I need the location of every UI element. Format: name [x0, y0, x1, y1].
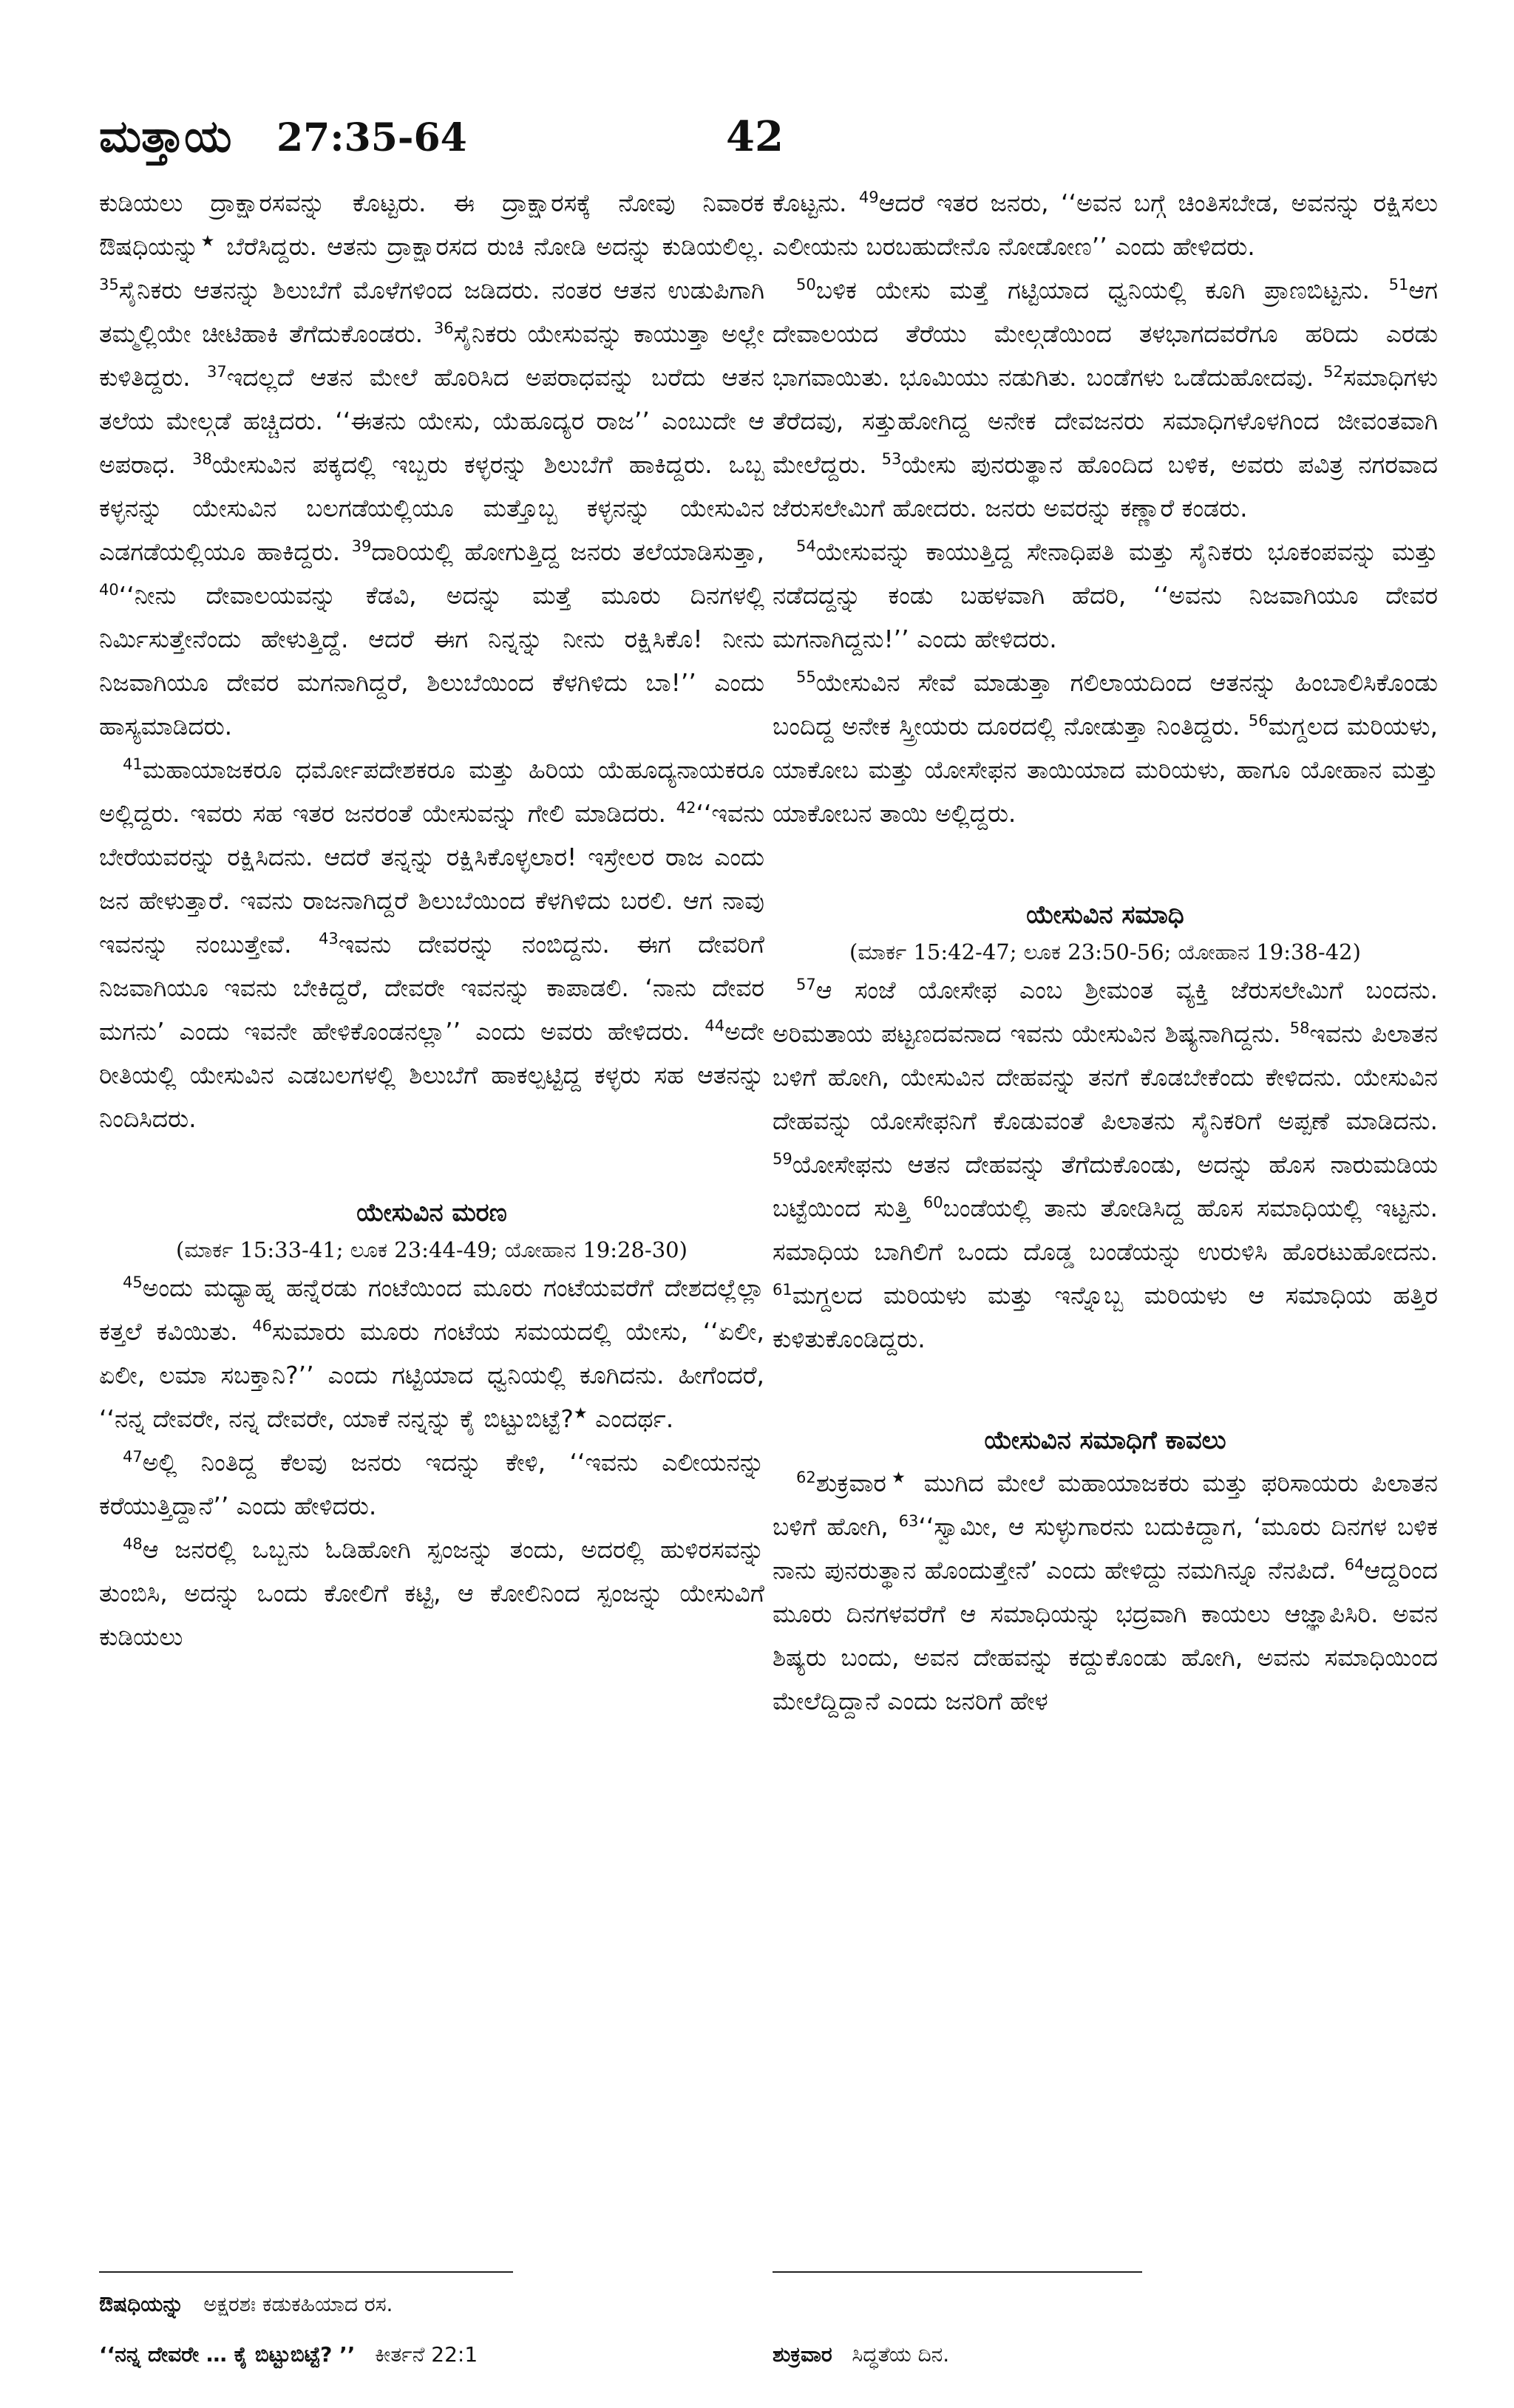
- verse-number: 63: [898, 1512, 919, 1530]
- paragraph: [773, 181, 1438, 268]
- verse-number: 40: [99, 581, 119, 599]
- footnote-text: ಅಕ್ಷರಶಃ ಕಡುಕಹಿಯಾದ ರಸ.: [203, 2292, 393, 2316]
- footnote-text: ಕೀರ್ತನೆ 22:1: [375, 2342, 478, 2367]
- book-name: ಮತ್ತಾಯ: [99, 111, 232, 163]
- verse-text: ಇವನು ದೇವರನ್ನು ನಂಬಿದ್ದನು. ಈಗ ದೇವರಿಗೆ ನಿಜವಾಗಿಯೂ ಇವನು ಬೇಕಿದ್ದರೆ, ದೇವರೇ ಇವನನ್ನು ಕಾಪಾಡಲಿ. ‘ನಾನು ದೇವರ ಮಗನು’ ಎಂದು ಇವನೇ ಹೇಳಿಕೊಂಡನಲ್ಲಾ’’ ಎಂದು ಅವರು ಹೇಳಿದರು.: [99, 930, 764, 1046]
- verse-number: 39: [351, 537, 372, 555]
- verse-number: 43: [318, 930, 339, 948]
- verse-text: ಸೈನಿಕರು ಆತನನ್ನು ಶಿಲುಬೆಗೆ ಮೊಳೆಗಳಿಂದ ಜಡಿದರು. ನಂತರ ಆತನ ಉಡುಪಿಗಾಗಿ ತಮ್ಮಲ್ಲಿಯೇ ಚೀಟಿಹಾಕಿ ತೆಗೆದುಕೊಂಡರು.: [99, 276, 764, 348]
- verse-number: 58: [1289, 1019, 1310, 1037]
- paragraph: [99, 181, 764, 748]
- verse-number: 60: [923, 1194, 943, 1211]
- verse-number: 47: [123, 1448, 143, 1466]
- verse-text: ಕುಡಿಯಲು ದ್ರಾಕ್ಷಾರಸವನ್ನು ಕೊಟ್ಟರು. ಈ ದ್ರಾಕ್ಷಾರಸಕ್ಕೆ ನೋವು ನಿವಾರಕ ಔಷಧಿಯನ್ನು: [99, 188, 764, 261]
- verse-number: 49: [858, 188, 879, 206]
- section-heading: ಯೇಸುವಿನ ಮರಣ: [356, 1198, 507, 1228]
- verse-text: ಎಂದರ್ಥ.: [587, 1404, 674, 1433]
- verse-text: ಯೇಸು ಪುನರುತ್ಥಾನ ಹೊಂದಿದ ಬಳಿಕ, ಅವರು ಪವಿತ್ರ ನಗರವಾದ ಜೆರುಸಲೇಮಿಗೆ ಹೋದರು. ಜನರು ಅವರನ್ನು ಕಣ್ಣಾರೆ ಕಂಡರು.: [773, 450, 1438, 523]
- cross-reference: (ಮಾರ್ಕ 15:33-41; ಲೂಕ 23:44-49; ಯೋಹಾನ 19:28-30): [176, 1237, 688, 1262]
- footnote-text: ಸಿದ್ಧತೆಯ ದಿನ.: [852, 2342, 950, 2367]
- verse-text: ಆದ್ದರಿಂದ ಮೂರು ದಿನಗಳವರೆಗೆ ಆ ಸಮಾಧಿಯನ್ನು ಭದ್ರವಾಗಿ ಕಾಯಲು ಆಜ್ಞಾಪಿಸಿರಿ. ಅವನ ಶಿಷ್ಯರು ಬಂದು, ಅವನ ದೇಹವನ್ನು ಕದ್ದುಕೊಂಡು ಹೋಗಿ, ಅವನು ಸಮಾಧಿಯಿಂದ ಮೇಲೆದ್ದಿದ್ದಾನೆ ಎಂದು ಜನರಿಗೆ ಹೇಳ: [773, 1556, 1438, 1715]
- verse-text: ಅಲ್ಲಿ ನಿಂತಿದ್ದ ಕೆಲವು ಜನರು ಇದನ್ನು ಕೇಳಿ, ‘‘ಇವನು ಎಲೀಯನನ್ನು ಕರೆಯುತ್ತಿದ್ದಾನೆ’’ ಎಂದು ಹೇಳಿದರು.: [99, 1448, 764, 1520]
- verse-text: ಅಂದು ಮಧ್ಯಾಹ್ನ ಹನ್ನೆರಡು ಗಂಟೆಯಿಂದ ಮೂರು ಗಂಟೆಯವರೆಗೆ ದೇಶದಲ್ಲೆಲ್ಲಾ ಕತ್ತಲೆ ಕವಿಯಿತು.: [99, 1273, 764, 1346]
- verse-text: ಆದರೆ ಇತರ ಜನರು, ‘‘ಅವನ ಬಗ್ಗೆ ಚಿಂತಿಸಬೇಡ, ಅವನನ್ನು ರಕ್ಷಿಸಲು ಎಲೀಯನು ಬರಬಹುದೇನೊ ನೋಡೋಣ’’ ಎಂದು ಹೇಳಿದರು.: [773, 188, 1438, 261]
- verse-text: ಬೆರೆಸಿದ್ದರು. ಆತನು ದ್ರಾಕ್ಷಾರಸದ ರುಚಿ ನೋಡಿ ಅದನ್ನು ಕುಡಿಯಲಿಲ್ಲ.: [217, 232, 764, 261]
- verse-text: ಅದೇ ರೀತಿಯಲ್ಲಿ ಯೇಸುವಿನ ಎಡಬಲಗಳಲ್ಲಿ ಶಿಲುಬೆಗೆ ಹಾಕಲ್ಪಟ್ಟಿದ್ದ ಕಳ್ಳರು ಸಹ ಆತನನ್ನು ನಿಂದಿಸಿದರು.: [99, 1017, 764, 1133]
- verse-number: 61: [773, 1281, 792, 1299]
- verse-text: ಆ ಜನರಲ್ಲಿ ಒಬ್ಬನು ಓಡಿಹೋಗಿ ಸ್ಪಂಜನ್ನು ತಂದು, ಅದರಲ್ಲಿ ಹುಳಿರಸವನ್ನು ತುಂಬಿಸಿ, ಅದನ್ನು ಒಂದು ಕೋಲಿಗೆ ಕಟ್ಟಿ, ಆ ಕೋಲಿನಿಂದ ಸ್ಪಂಜನ್ನು ಯೇಸುವಿಗೆ ಕುಡಿಯಲು: [99, 1535, 764, 1651]
- paragraph: [99, 1266, 764, 1441]
- left-column: [99, 181, 764, 1659]
- verse-number: 59: [773, 1150, 792, 1168]
- paragraph: [773, 661, 1438, 835]
- verse-number: 35: [99, 276, 119, 293]
- verse-text: ‘‘ಸ್ವಾಮೀ, ಆ ಸುಳ್ಳುಗಾರನು ಬದುಕಿದ್ದಾಗ, ‘ಮೂರು ದಿನಗಳ ಬಳಿಕ ನಾನು ಪುನರುತ್ಥಾನ ಹೊಂದುತ್ತೇನೆ’ ಎಂದು ಹೇಳಿದ್ದು ನಮಗಿನ್ನೂ ನೆನಪಿದೆ.: [773, 1512, 1438, 1585]
- verse-text: ಆಗ ದೇವಾಲಯದ ತೆರೆಯು ಮೇಲ್ಗಡೆಯಿಂದ ತಳಭಾಗದವರೆಗೂ ಹರಿದು ಎರಡು ಭಾಗವಾಯಿತು. ಭೂಮಿಯು ನಡುಗಿತು. ಬಂಡೆಗಳು ಒಡೆದುಹೋದವು.: [773, 276, 1438, 392]
- footnote-star-icon: ★: [573, 1404, 588, 1422]
- footnote-divider-right: [773, 2271, 1142, 2273]
- verse-text: ಮಗ್ದಲದ ಮರಿಯಳು, ಯಾಕೋಬ ಮತ್ತು ಯೋಸೇಫನ ತಾಯಿಯಾದ ಮರಿಯಳು, ಹಾಗೂ ಯೋಹಾನ ಮತ್ತು ಯಾಕೋಬನ ತಾಯಿ ಅಲ್ಲಿದ್ದರು.: [773, 712, 1439, 828]
- verse-text: ಯೋಸೇಫನು ಆತನ ದೇಹವನ್ನು ತೆಗೆದುಕೊಂಡು, ಅದನ್ನು ಹೊಸ ನಾರುಮಡಿಯ ಬಟ್ಟೆಯಿಂದ ಸುತ್ತಿ: [773, 1150, 1438, 1222]
- verse-number: 45: [123, 1273, 143, 1291]
- verse-number: 55: [796, 668, 816, 686]
- verse-number: 48: [123, 1535, 143, 1553]
- verse-number: 37: [206, 363, 227, 381]
- paragraph: [99, 1441, 764, 1528]
- verse-text: ‘‘ನೀನು ದೇವಾಲಯವನ್ನು ಕೆಡವಿ, ಅದನ್ನು ಮತ್ತೆ ಮೂರು ದಿನಗಳಲ್ಲಿ ನಿರ್ಮಿಸುತ್ತೇನೆಂದು ಹೇಳುತ್ತಿದ್ದೆ. ಆದರೆ ಈಗ ನಿನ್ನನ್ನು ನೀನು ರಕ್ಷಿಸಿಕೊ! ನೀನು ನಿಜವಾಗಿಯೂ ದೇವರ ಮಗನಾಗಿದ್ದರೆ, ಶಿಲುಬೆಯಿಂದ ಕೆಳಗಿಳಿದು ಬಾ!’’ ಎಂದು ಹಾಸ್ಯಮಾಡಿದರು.: [99, 581, 764, 741]
- verse-text: ಇವನು ಪಿಲಾತನ ಬಳಿಗೆ ಹೋಗಿ, ಯೇಸುವಿನ ದೇಹವನ್ನು ತನಗೆ ಕೊಡಬೇಕೆಂದು ಕೇಳಿದನು. ಯೇಸುವಿನ ದೇಹವನ್ನು ಯೋಸೇಫನಿಗೆ ಕೊಡುವಂತೆ ಪಿಲಾತನು ಸೈನಿಕರಿಗೆ ಅಪ್ಪಣೆ ಮಾಡಿದನು.: [773, 1019, 1438, 1135]
- running-head: [99, 111, 784, 177]
- verse-number: 52: [1323, 363, 1343, 381]
- verse-text: ಯೇಸುವನ್ನು ಕಾಯುತ್ತಿದ್ದ ಸೇನಾಧಿಪತಿ ಮತ್ತು ಸೈನಿಕರು ಭೂಕಂಪವನ್ನು ಮತ್ತು ನಡೆದದ್ದನ್ನು ಕಂಡು ಬಹಳವಾಗಿ ಹೆದರಿ, ‘‘ಅವನು ನಿಜವಾಗಿಯೂ ದೇವರ ಮಗನಾಗಿದ್ದನು!’’ ಎಂದು ಹೇಳಿದರು.: [773, 537, 1438, 653]
- footnote-term: ಔಷಧಿಯನ್ನು: [99, 2292, 184, 2316]
- verse-text: ಮುಗಿದ ಮೇಲೆ ಮಹಾಯಾಜಕರು ಮತ್ತು ಫರಿಸಾಯರು ಪಿಲಾತನ ಬಳಿಗೆ ಹೋಗಿ,: [773, 1469, 1438, 1541]
- verse-text: ಬಳಿಕ ಯೇಸು ಮತ್ತೆ ಗಟ್ಟಿಯಾದ ಧ್ವನಿಯಲ್ಲಿ ಕೂಗಿ ಪ್ರಾಣಬಿಟ್ಟನು.: [815, 276, 1389, 305]
- verse-text: ಆ ಸಂಜೆ ಯೋಸೇಫ ಎಂಬ ಶ್ರೀಮಂತ ವ್ಯಕ್ತಿ ಜೆರುಸಲೇಮಿಗೆ ಬಂದನು. ಅರಿಮತಾಯ ಪಟ್ಟಣದವನಾದ ಇವನು ಯೇಸುವಿನ ಶಿಷ್ಯನಾಗಿದ್ದನು.: [773, 976, 1438, 1048]
- page-number: 42: [726, 112, 784, 161]
- verse-number: 50: [796, 276, 816, 293]
- verse-text: ಸಮಾಧಿಗಳು ತೆರೆದವು, ಸತ್ತುಹೋಗಿದ್ದ ಅನೇಕ ದೇವಜನರು ಸಮಾಧಿಗಳೊಳಗಿಂದ ಜೀವಂತವಾಗಿ ಮೇಲೆದ್ದರು.: [773, 363, 1438, 479]
- footnote-term: ಶುಕ್ರವಾರ: [773, 2342, 832, 2367]
- verse-number: 36: [433, 319, 454, 337]
- right-column: [773, 181, 1438, 1723]
- cross-reference: (ಮಾರ್ಕ 15:42-47; ಲೂಕ 23:50-56; ಯೋಹಾನ 19:38-42): [849, 939, 1361, 965]
- verse-number: 51: [1388, 276, 1409, 293]
- paragraph: [773, 268, 1438, 530]
- verse-number: 54: [796, 537, 816, 555]
- verse-number: 41: [123, 755, 143, 773]
- verse-text: ಯೇಸುವಿನ ಪಕ್ಕದಲ್ಲಿ ಇಬ್ಬರು ಕಳ್ಳರನ್ನು ಶಿಲುಬೆಗೆ ಹಾಕಿದ್ದರು. ಒಬ್ಬ ಕಳ್ಳನನ್ನು ಯೇಸುವಿನ ಬಲಗಡೆಯಲ್ಲಿಯೂ ಮತ್ತೊಬ್ಬ ಕಳ್ಳನನ್ನು ಯೇಸುವಿನ ಎಡಗಡೆಯಲ್ಲಿಯೂ ಹಾಕಿದ್ದರು.: [99, 450, 764, 566]
- verse-number: 64: [1344, 1556, 1365, 1574]
- paragraph: [99, 748, 764, 1140]
- paragraph: [773, 530, 1438, 661]
- footnote: [773, 2340, 949, 2370]
- footnote: [99, 2340, 478, 2370]
- verse-text: ಮಹಾಯಾಜಕರೂ ಧರ್ಮೋಪದೇಶಕರೂ ಮತ್ತು ಹಿರಿಯ ಯೆಹೂದ್ಯನಾಯಕರೂ ಅಲ್ಲಿದ್ದರು. ಇವರು ಸಹ ಇತರ ಜನರಂತೆ ಯೇಸುವನ್ನು ಗೇಲಿ ಮಾಡಿದರು.: [99, 755, 764, 828]
- verse-number: 42: [676, 799, 696, 817]
- chapter-range: 27:35-64: [276, 115, 467, 160]
- verse-text: ಕೊಟ್ಟನು.: [773, 188, 859, 217]
- verse-text: ದಾರಿಯಲ್ಲಿ ಹೋಗುತ್ತಿದ್ದ ಜನರು ತಲೆಯಾಡಿಸುತ್ತಾ,: [371, 537, 764, 566]
- verse-text: ಬಂಡೆಯಲ್ಲಿ ತಾನು ತೋಡಿಸಿದ್ದ ಹೊಸ ಸಮಾಧಿಯಲ್ಲಿ ಇಟ್ಟನು. ಸಮಾಧಿಯ ಬಾಗಿಲಿಗೆ ಒಂದು ದೊಡ್ಡ ಬಂಡೆಯನ್ನು ಉರುಳಿಸಿ ಹೊರಟುಹೋದನು.: [773, 1194, 1439, 1266]
- verse-text: ಇದಲ್ಲದೆ ಆತನ ಮೇಲೆ ಹೊರಿಸಿದ ಅಪರಾಧವನ್ನು ಬರೆದು ಆತನ ತಲೆಯ ಮೇಲ್ಗಡೆ ಹಚ್ಚಿದರು. ‘‘ಈತನು ಯೇಸು, ಯೆಹೂದ್ಯರ ರಾಜ’’ ಎಂಬುದೇ ಆ ಅಪರಾಧ.: [99, 363, 764, 479]
- footnote-star-icon: ★: [886, 1469, 911, 1486]
- section-heading: ಯೇಸುವಿನ ಸಮಾಧಿ: [1026, 900, 1184, 930]
- footnote-star-icon: ★: [198, 232, 217, 250]
- section-heading: ಯೇಸುವಿನ ಸಮಾಧಿಗೆ ಕಾವಲು: [984, 1426, 1226, 1455]
- verse-number: 44: [705, 1017, 725, 1035]
- verse-number: 53: [881, 450, 902, 468]
- verse-text: ಯೇಸುವಿನ ಸೇವೆ ಮಾಡುತ್ತಾ ಗಲಿಲಾಯದಿಂದ ಆತನನ್ನು ಹಿಂಬಾಲಿಸಿಕೊಂಡು ಬಂದಿದ್ದ ಅನೇಕ ಸ್ತ್ರೀಯರು ದೂರದಲ್ಲಿ ನೋಡುತ್ತಾ ನಿಂತಿದ್ದರು.: [773, 668, 1438, 741]
- footnote-divider-left: [99, 2271, 513, 2273]
- verse-text: ಮಗ್ದಲದ ಮರಿಯಳು ಮತ್ತು ಇನ್ನೊಬ್ಬ ಮರಿಯಳು ಆ ಸಮಾಧಿಯ ಹತ್ತಿರ ಕುಳಿತುಕೊಂಡಿದ್ದರು.: [773, 1281, 1438, 1353]
- verse-number: 38: [191, 450, 212, 468]
- footnote-term: ‘‘ನನ್ನ ದೇವರೇ … ಕೈ ಬಿಟ್ಟುಬಿಟ್ಟೆ? ’’: [99, 2342, 356, 2367]
- paragraph: [773, 968, 1438, 1361]
- verse-number: 62: [796, 1469, 816, 1486]
- verse-number: 56: [1248, 712, 1269, 729]
- verse-number: 57: [796, 976, 816, 993]
- footnote: [99, 2290, 393, 2319]
- verse-text: ಶುಕ್ರವಾರ: [815, 1469, 886, 1497]
- verse-number: 46: [252, 1317, 273, 1335]
- verse-text: ಸೈನಿಕರು ಯೇಸುವನ್ನು ಕಾಯುತ್ತಾ ಅಲ್ಲೇ ಕುಳಿತಿದ್ದರು.: [99, 319, 764, 392]
- paragraph: [773, 1461, 1438, 1723]
- verse-text: ಸುಮಾರು ಮೂರು ಗಂಟೆಯ ಸಮಯದಲ್ಲಿ ಯೇಸು, ‘‘ಏಲೀ, ಏಲೀ, ಲಮಾ ಸಬಕ್ತಾನಿ?’’ ಎಂದು ಗಟ್ಟಿಯಾದ ಧ್ವನಿಯಲ್ಲಿ ಕೂಗಿದನು. ಹೀಗೆಂದರೆ, ‘‘ನನ್ನ ದೇವರೇ, ನನ್ನ ದೇವರೇ, ಯಾಕೆ ನನ್ನನ್ನು ಕೈ ಬಿಟ್ಟುಬಿಟ್ಟೆ?: [99, 1317, 764, 1433]
- verse-text: ‘‘ಇವನು ಬೇರೆಯವರನ್ನು ರಕ್ಷಿಸಿದನು. ಆದರೆ ತನ್ನನ್ನು ರಕ್ಷಿಸಿಕೊಳ್ಳಲಾರ! ಇಸ್ರೇಲರ ರಾಜ ಎಂದು ಜನ ಹೇಳುತ್ತಾರೆ. ಇವನು ರಾಜನಾಗಿದ್ದರೆ ಶಿಲುಬೆಯಿಂದ ಕೆಳಗಿಳಿದು ಬರಲಿ. ಆಗ ನಾವು ಇವನನ್ನು ನಂಬುತ್ತೇವೆ.: [99, 799, 764, 959]
- paragraph: [99, 1528, 764, 1659]
